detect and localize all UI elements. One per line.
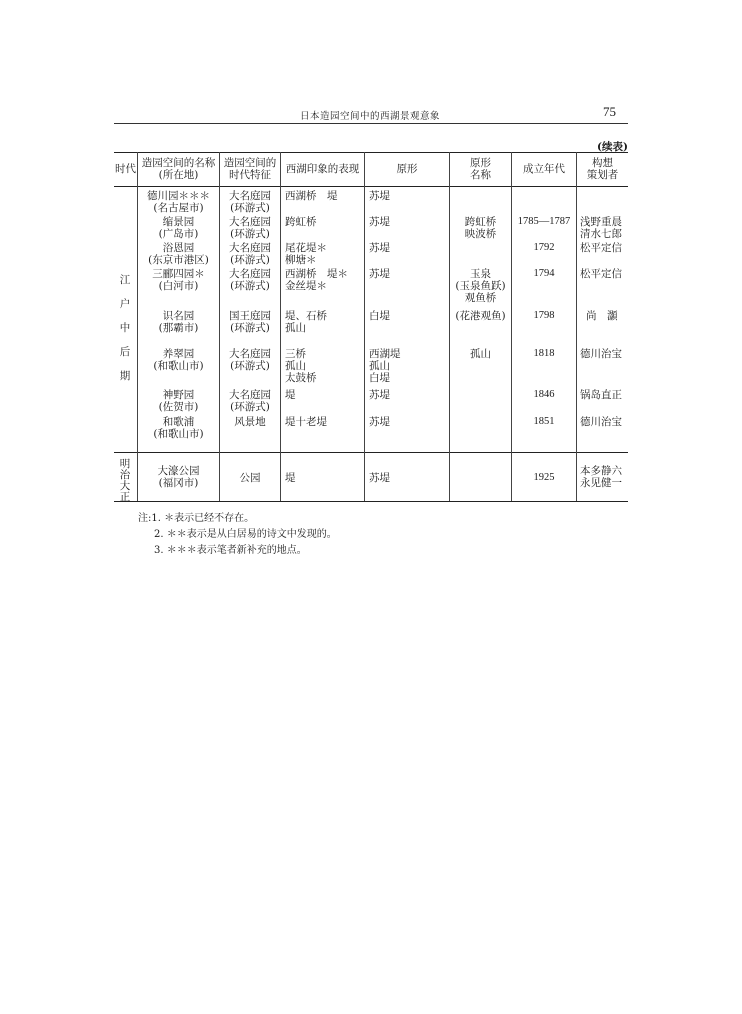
cell-type: 大名庭园 bbox=[229, 190, 271, 202]
cell-origname: (花港观鱼) bbox=[455, 310, 506, 322]
cell-name: 德川园＊＊＊ bbox=[147, 190, 210, 202]
cell-planner: 本多静六 bbox=[580, 465, 622, 477]
header-original-name: 原形 名称 bbox=[470, 157, 491, 181]
table-top-rule bbox=[114, 152, 628, 153]
cell-orig: 苏堤 bbox=[369, 416, 390, 428]
header-garden-name: 造园空间的名称 (所在地) bbox=[141, 157, 216, 181]
note-line: 2. ＊＊表示是从白居易的诗文中发现的。 bbox=[154, 529, 337, 540]
cell-name: (和歌山市) bbox=[153, 428, 204, 440]
cell-planner: 浅野重晨 bbox=[580, 216, 622, 228]
cell-orig: 白堤 bbox=[369, 372, 390, 384]
cell-type: 风景地 bbox=[234, 416, 266, 428]
note-line: 注:1. ＊表示已经不存在。 bbox=[138, 513, 255, 524]
cell-planner: 清水七郎 bbox=[580, 228, 622, 240]
era-char: 正 bbox=[119, 491, 131, 503]
cell-year: 1794 bbox=[533, 268, 555, 279]
header-era: 时代 bbox=[115, 163, 136, 175]
era-char: 中 bbox=[119, 322, 131, 334]
cell-name: (福冈市) bbox=[158, 477, 199, 489]
cell-orig: 苏堤 bbox=[369, 389, 390, 401]
era-char: 江 bbox=[119, 274, 131, 286]
cell-type: (环游式) bbox=[230, 202, 270, 214]
cell-type: (环游式) bbox=[230, 254, 270, 266]
cell-planner: 尚 灝 bbox=[586, 310, 618, 322]
cell-expr: 太鼓桥 bbox=[285, 372, 317, 384]
era-char: 治 bbox=[119, 469, 131, 481]
cell-orig: 苏堤 bbox=[369, 242, 390, 254]
cell-planner: 松平定信 bbox=[580, 242, 622, 254]
header-garden-type: 造园空间的 时代特征 bbox=[223, 157, 277, 181]
cell-name: 和歌浦 bbox=[162, 416, 195, 428]
cell-expr: 堤十老堤 bbox=[285, 416, 327, 428]
cell-expr: 西湖桥 堤＊ bbox=[285, 268, 348, 280]
cell-name: 神野园 bbox=[162, 389, 195, 401]
header-year: 成立年代 bbox=[523, 163, 565, 175]
cell-name: (东京市港区) bbox=[148, 254, 209, 266]
cell-orig: 苏堤 bbox=[369, 268, 390, 280]
cell-type: (环游式) bbox=[230, 228, 270, 240]
cell-year: 1846 bbox=[533, 389, 555, 400]
continued-label: (续表) bbox=[597, 141, 628, 153]
cell-name: (名古屋市) bbox=[153, 202, 204, 214]
cell-type: 国王庭园 bbox=[229, 310, 271, 322]
cell-expr: 柳塘＊ bbox=[285, 254, 317, 266]
cell-planner: 德川治宝 bbox=[580, 416, 622, 428]
table-bottom-rule bbox=[114, 501, 628, 502]
table-vline bbox=[364, 152, 365, 501]
table-vline bbox=[576, 152, 577, 501]
cell-planner: 永见健一 bbox=[580, 477, 622, 489]
cell-expr: 孤山 bbox=[285, 322, 306, 334]
cell-name: 养翠园 bbox=[162, 348, 195, 360]
cell-type: 大名庭园 bbox=[229, 348, 271, 360]
cell-planner: 松平定信 bbox=[580, 268, 622, 280]
cell-orig: 孤山 bbox=[369, 360, 390, 372]
cell-year: 1798 bbox=[533, 310, 555, 321]
cell-type: (环游式) bbox=[230, 322, 270, 334]
cell-name: 识名园 bbox=[162, 310, 195, 322]
table-header-rule bbox=[114, 186, 628, 187]
cell-year: 1818 bbox=[533, 348, 555, 359]
cell-expr: 三桥 bbox=[285, 348, 306, 360]
cell-origname: 映波桥 bbox=[464, 228, 497, 240]
cell-name: (那霸市) bbox=[158, 322, 199, 334]
cell-type: (环游式) bbox=[230, 360, 270, 372]
cell-name: (和歌山市) bbox=[153, 360, 204, 372]
cell-orig: 苏堤 bbox=[369, 472, 390, 484]
cell-type: (环游式) bbox=[230, 280, 270, 292]
cell-expr: 孤山 bbox=[285, 360, 306, 372]
cell-expr: 跨虹桥 bbox=[285, 216, 317, 228]
cell-orig: 苏堤 bbox=[369, 190, 390, 202]
cell-expr: 金丝堤＊ bbox=[285, 280, 327, 292]
header-expression: 西湖印象的表现 bbox=[285, 163, 360, 175]
era-char: 大 bbox=[119, 480, 131, 492]
page-header-title: 日本造园空间中的西湖景观意象 bbox=[300, 111, 441, 122]
note-line: 3. ＊＊＊表示笔者新补充的地点。 bbox=[154, 545, 307, 556]
era-char: 后 bbox=[119, 346, 131, 358]
cell-origname: 玉泉 bbox=[470, 268, 491, 280]
cell-year: 1851 bbox=[533, 416, 555, 427]
cell-orig: 西湖堤 bbox=[369, 348, 401, 360]
cell-expr: 西湖桥 堤 bbox=[285, 190, 338, 202]
cell-expr: 堤 bbox=[285, 472, 296, 484]
cell-name: 大濠公园 bbox=[157, 465, 200, 477]
cell-type: (环游式) bbox=[230, 401, 270, 413]
cell-planner: 德川治宝 bbox=[580, 348, 622, 360]
era-char: 明 bbox=[119, 458, 131, 470]
cell-planner: 锅岛直正 bbox=[580, 389, 622, 401]
cell-year: 1792 bbox=[533, 242, 555, 253]
cell-name: 缩景园 bbox=[162, 216, 195, 228]
cell-origname: 孤山 bbox=[470, 348, 491, 360]
cell-name: (佐贺市) bbox=[158, 401, 199, 413]
cell-origname: 观鱼桥 bbox=[464, 292, 497, 304]
cell-year: 1785—1787 bbox=[517, 216, 571, 227]
cell-orig: 白堤 bbox=[369, 310, 390, 322]
page-number: 75 bbox=[603, 104, 616, 119]
cell-type: 大名庭园 bbox=[229, 389, 271, 401]
cell-name: (广岛市) bbox=[158, 228, 199, 240]
cell-name: 三郦四园＊ bbox=[152, 268, 205, 280]
cell-type: 大名庭园 bbox=[229, 242, 271, 254]
header-rule bbox=[114, 123, 628, 124]
cell-expr: 堤、石桥 bbox=[285, 310, 327, 322]
cell-type: 公园 bbox=[239, 472, 261, 484]
cell-origname: 跨虹桥 bbox=[464, 216, 497, 228]
era-char: 期 bbox=[119, 370, 131, 382]
cell-year: 1925 bbox=[533, 472, 555, 483]
table-vline bbox=[449, 152, 450, 501]
table-vline bbox=[511, 152, 512, 501]
table-section-rule bbox=[114, 452, 628, 453]
cell-name: (白河市) bbox=[158, 280, 199, 292]
cell-expr: 尾花堤＊ bbox=[285, 242, 327, 254]
cell-type: 大名庭园 bbox=[229, 216, 271, 228]
era-char: 户 bbox=[119, 298, 131, 310]
table-vline bbox=[280, 152, 281, 501]
cell-type: 大名庭园 bbox=[229, 268, 271, 280]
cell-name: 浴恩园 bbox=[162, 242, 195, 254]
cell-orig: 苏堤 bbox=[369, 216, 390, 228]
cell-expr: 堤 bbox=[285, 389, 296, 401]
cell-origname: (玉泉鱼跃) bbox=[455, 280, 506, 292]
header-planner: 构想 策划者 bbox=[586, 157, 619, 181]
header-original: 原形 bbox=[396, 163, 418, 175]
